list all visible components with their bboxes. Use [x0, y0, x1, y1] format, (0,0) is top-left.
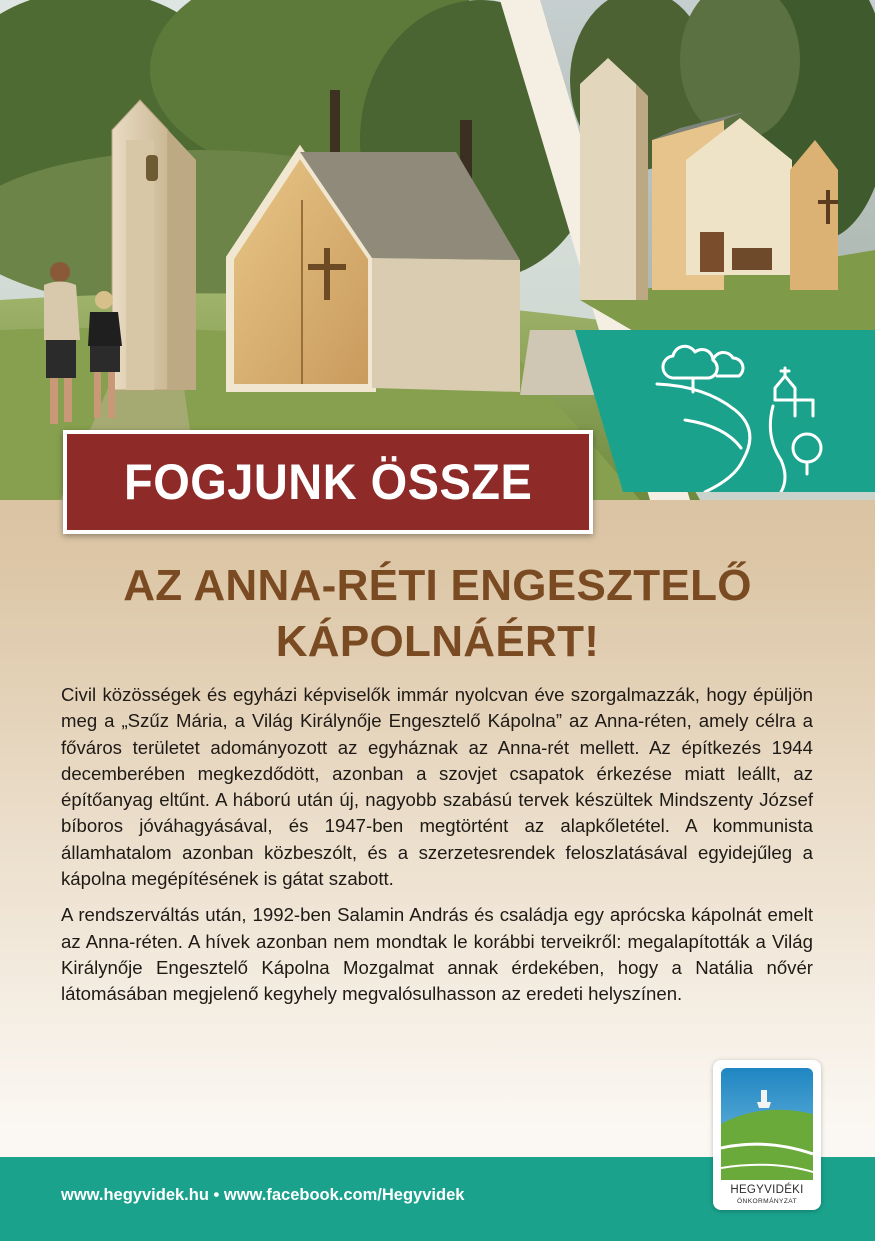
title-banner [63, 430, 593, 534]
hegyvidek-logo [713, 1060, 821, 1210]
logo-subtitle: ÖNKORMÁNYZAT [737, 1198, 797, 1205]
chapel-landscape-icon [575, 330, 875, 492]
headline-line-1: AZ ANNA-RÉTI ENGESZTELŐ [123, 561, 752, 610]
footer-links [61, 1186, 464, 1205]
headline-line-2: KÁPOLNÁÉRT! [275, 617, 600, 666]
article-body [61, 682, 813, 1018]
hegyvidek-logo-icon [721, 1068, 813, 1180]
footer-separator: • [208, 1186, 224, 1204]
paragraph-1: Civil közösségek és egyházi képviselők immár nyolcvan éve szorgalmazzák, hogy épüljön meg a „Szűz Mária, a Világ Királynője Engesztelő Kápolna” az Anna-réten, amely célra a főváros területet adományozott az egyháznak az Anna-rét mellett. Az építkezés 1944 decemberében megkezdődött, azonban a szovjet csapatok érkezése miatt leállt, az építőanyag eltűnt. A háború után új, nagyobb szabású tervek készültek Mindszenty József bíboros jóváhagyásával, és 1947-ben megtörtént az alapkőletétel. A kommunista államhatalom azonban közbeszólt, és a szerzetesrendek feloszlatásával egyidejűleg a kápolna megépítésének is gátat szabott. [61, 684, 813, 890]
logo-name: HEGYVIDÉKI [730, 1184, 804, 1196]
website-link[interactable]: www.hegyvidek.hu [61, 1186, 209, 1204]
facebook-link[interactable]: www.facebook.com/Hegyvidek [223, 1186, 465, 1204]
chapel-landscape-emblem [575, 330, 875, 492]
paragraph-2: A rendszerváltás után, 1992-ben Salamin András és családja egy aprócska kápolnát emelt az Anna-réten. A hívek azonban nem mondtak le korábbi terveikről: megalapították a Világ Királynője Engesztelő Kápolna Mozgalmat annak érdekében, hogy a Natália nővér látomásában megjelenő kegyhely megvalósulhasson az eredeti helyszínen. [61, 904, 813, 1005]
headline [30, 558, 845, 670]
banner-title: FOGJUNK ÖSSZE [123, 454, 533, 510]
